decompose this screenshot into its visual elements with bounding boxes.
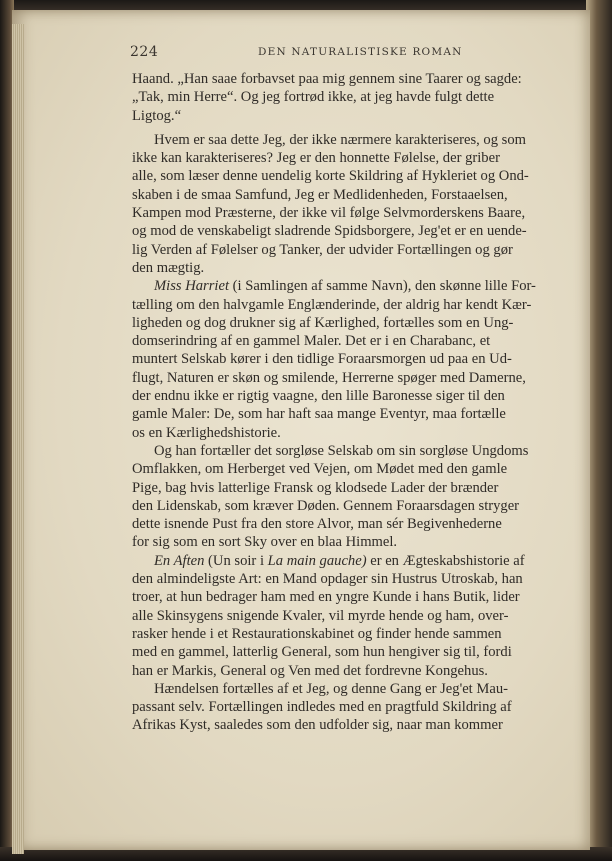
line-text: flugt, Naturen er skøn og smilende, Herrerne spøger med Damerne, [132, 369, 526, 386]
line-text: os en Kærlighedshistorie. [132, 424, 281, 441]
text-line [132, 186, 564, 204]
line-text: Afrikas Kyst, saaledes som den udfolder sig, naar man kommer [132, 717, 503, 734]
line-text: den almindeligste Art: en Mand opdager sin Hustrus Utroskab, han [132, 571, 523, 588]
text-line [132, 332, 564, 350]
line-text: med en gammel, latterlig General, som hun hengiver sig til, fordi [132, 644, 512, 661]
text-line [132, 643, 564, 661]
paragraph [132, 552, 564, 680]
text-line [132, 479, 564, 497]
text-line [132, 662, 564, 680]
line-text: Ligtog.“ [132, 107, 182, 124]
line-text: er en Ægteskabshistorie af [366, 552, 525, 569]
text-line [132, 570, 564, 588]
line-text: lig Verden af Følelser og Tanker, der udvider Fortællingen og gør [132, 241, 513, 258]
line-text: Haand. „Han saae forbavset paa mig gennem sine Taarer og sagde: [132, 71, 522, 87]
text-line [132, 625, 564, 643]
text-line [132, 515, 564, 533]
line-text: passant selv. Fortællingen indledes med en pragtfuld Skildring af [132, 699, 512, 716]
text-line [132, 167, 564, 185]
line-text: domserindring af en gammel Maler. Det er i en Charabanc, et [132, 333, 491, 350]
text-line [132, 131, 564, 149]
paragraph [132, 680, 564, 735]
text-line [132, 533, 564, 551]
line-text: gamle Maler: De, som har haft saa mange Eventyr, maa fortælle [132, 406, 506, 423]
line-text: Pige, bag hvis latterlige Fransk og klodsede Lader der brænder [132, 479, 499, 496]
text-line [132, 149, 564, 167]
text-line [132, 607, 564, 625]
line-text: alle Skinsygens snigende Kvaler, vil myrde hende og ham, over- [132, 607, 509, 624]
line-text: (Un soir i [204, 552, 268, 569]
line-text: (i Samlingen af samme Navn), den skønne lille For- [229, 278, 536, 295]
line-text: Kampen mod Præsterne, der ikke vil følge Selvmorderskens Baare, [132, 205, 526, 222]
text-line [132, 350, 564, 368]
text-line [132, 314, 564, 332]
text-line [132, 497, 564, 515]
running-head: DEN NATURALISTISKE ROMAN [258, 46, 463, 58]
text-line [132, 70, 564, 88]
line-text: han er Markis, General og Ven med det fordrevne Kongehus. [132, 662, 488, 679]
line-text: skaben i de smaa Samfund, Jeg er Medlidenheden, Forstaaelsen, [132, 186, 508, 203]
line-text: Hændelsen fortælles af et Jeg, og denne Gang er Jeg'et Mau- [154, 680, 508, 697]
page-number: 224 [130, 44, 159, 60]
line-text: for sig som en sort Sky over en blaa Himmel. [132, 534, 398, 551]
text-line [132, 460, 564, 478]
line-text: der endnu ikke er rigtig vaagne, den lille Baronesse siger til den [132, 388, 505, 405]
body-text [132, 70, 564, 735]
line-text: Omflakken, om Herberget ved Vejen, om Mødet med den gamle [132, 461, 508, 478]
line-text: ikke kan karakteriseres? Jeg er den honnette Følelse, der griber [132, 150, 500, 167]
line-text: og mod de venskabeligt sladrende Spidsborgere, Jeg'et er en uende- [132, 223, 527, 240]
text-line [132, 107, 564, 125]
italic-title: En Aften [154, 552, 205, 569]
italic-title: Miss Harriet [154, 278, 229, 295]
line-text: troer, at hun bedrager ham med en yngre Kunde i hans Butik, lider [132, 589, 520, 606]
text-line [132, 552, 564, 570]
line-text: den mægtig. [132, 259, 205, 276]
line-text: den Lidenskab, som kræver Døden. Gennem Foraarsdagen stryger [132, 497, 520, 514]
paragraph [132, 277, 564, 442]
paragraph [132, 442, 564, 552]
italic-title: La main gauche) [267, 552, 367, 569]
line-text: muntert Selskab kører i den tidlige Foraarsmorgen ud paa en Ud- [132, 351, 512, 368]
line-text: „Tak, min Herre“. Og jeg fortrød ikke, at jeg havde fulgt dette [132, 89, 495, 106]
paragraph [132, 131, 564, 277]
text-line [132, 716, 564, 734]
text-line [132, 698, 564, 716]
text-line [132, 588, 564, 606]
line-text: ligheden og dog drukner sig af Kærlighed, fortælles som en Ung- [132, 314, 514, 331]
line-text: alle, som læser denne uendelig korte Skildring af Hykleriet og Ond- [132, 168, 529, 185]
line-text: tælling om den halvgamle Englænderinde, der aldrig har kendt Kær- [132, 296, 532, 313]
text-line [132, 277, 564, 295]
text-line [132, 369, 564, 387]
page-header [130, 44, 570, 64]
line-text: dette isnende Pust fra den store Alvor, man sér Begivenhederne [132, 516, 502, 533]
text-line [132, 259, 564, 277]
text-line [132, 241, 564, 259]
text-line [132, 680, 564, 698]
text-line [132, 387, 564, 405]
text-line [132, 204, 564, 222]
text-line [132, 296, 564, 314]
text-line [132, 222, 564, 240]
line-text: Hvem er saa dette Jeg, der ikke nærmere karakteriseres, og som [154, 131, 526, 148]
text-line [132, 405, 564, 423]
text-line [132, 424, 564, 442]
page-edges [12, 24, 24, 854]
text-line [132, 442, 564, 460]
line-text: rasker hende i et Restaurationskabinet og finder hende sammen [132, 625, 502, 642]
line-text: Og han fortæller det sorgløse Selskab om sin sorgløse Ungdoms [154, 442, 529, 459]
paragraph [132, 70, 564, 125]
text-line [132, 88, 564, 106]
